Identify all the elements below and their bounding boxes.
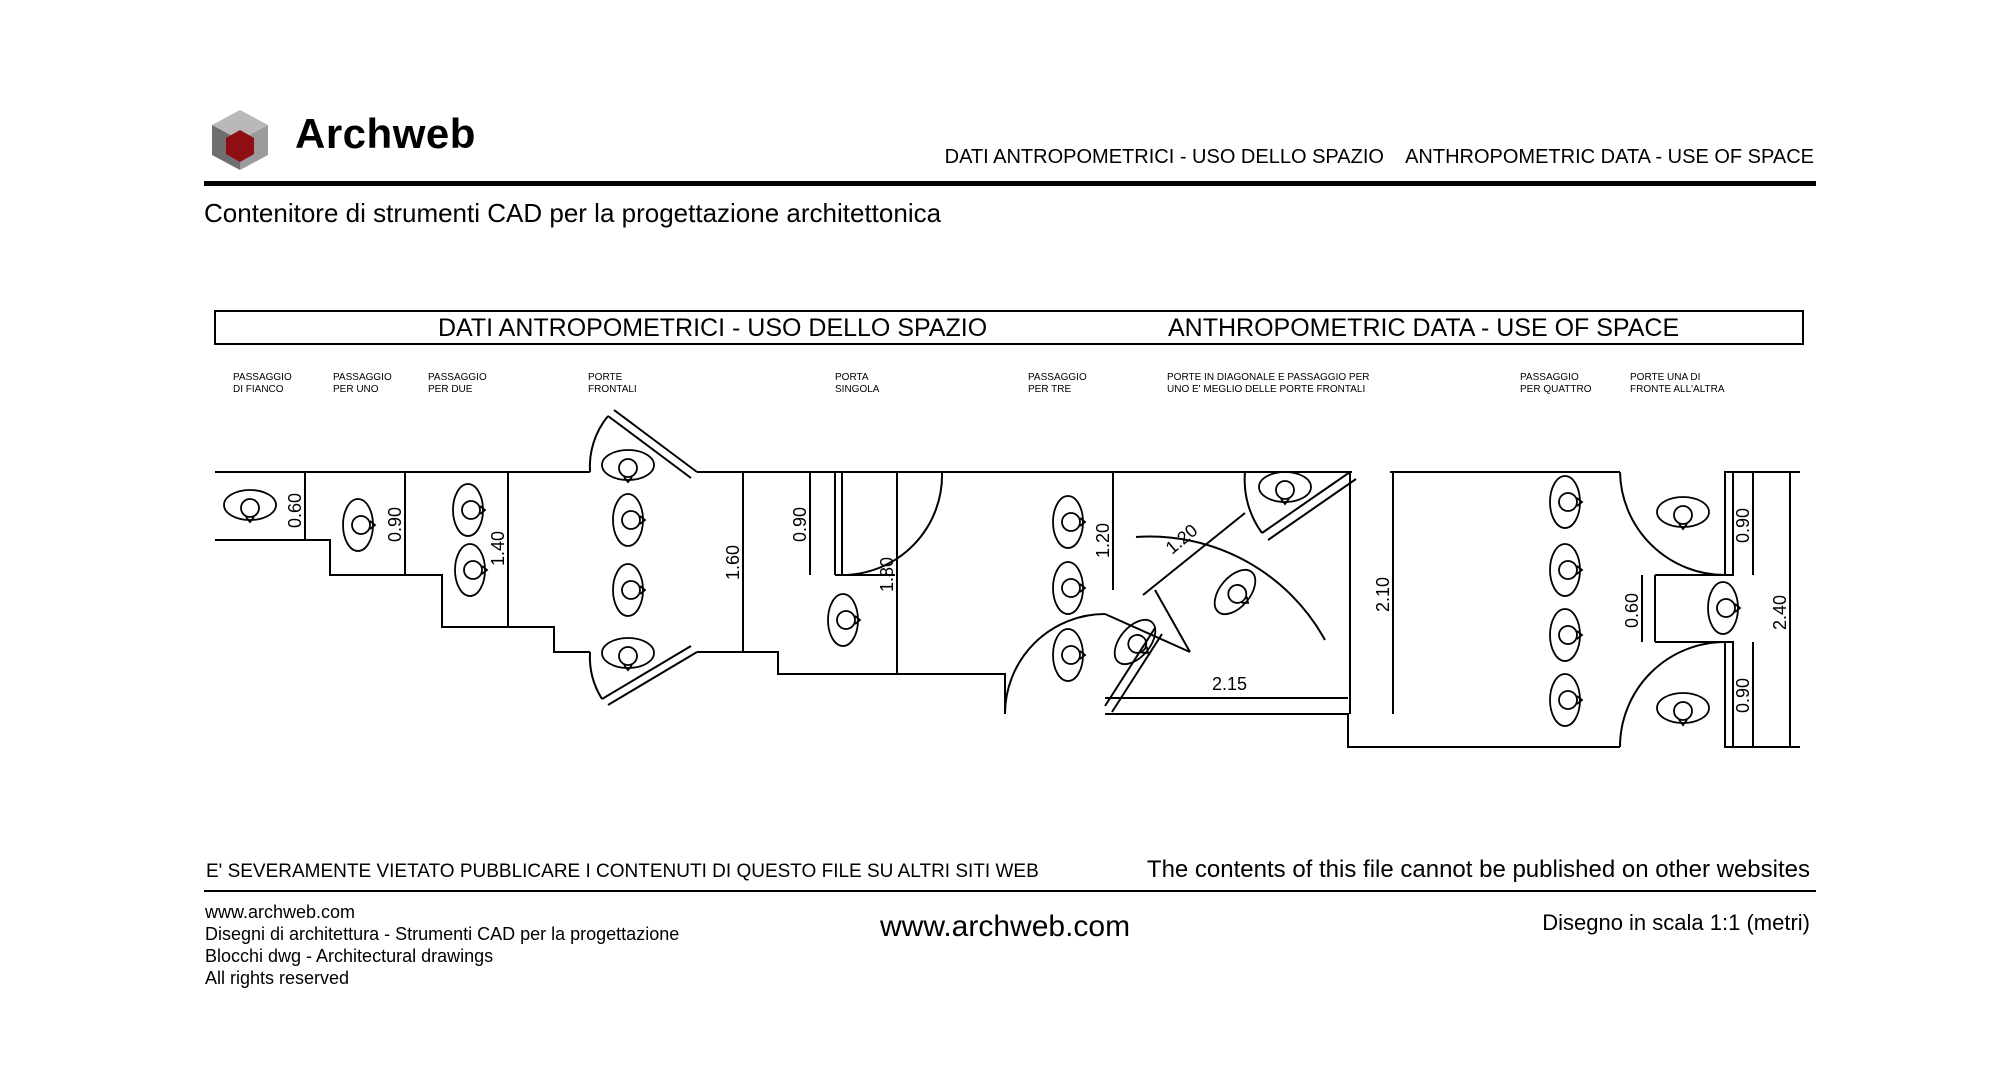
person-symbol: [1207, 562, 1265, 622]
label-single-door-1: PORTA: [835, 372, 869, 383]
footer-scale: Disegno in scala 1:1 (metri): [1542, 910, 1810, 935]
person-symbol: [1550, 544, 1582, 596]
label-front-doors-1: PORTE: [588, 372, 623, 383]
dim-diagonal-height: 2.10: [1373, 576, 1393, 612]
label-double-passage-1: PASSAGGIO: [428, 372, 487, 383]
facing-door-top-swing: [1620, 472, 1725, 575]
facing-wall-top: [1725, 472, 1733, 575]
footer-line-website[interactable]: www.archweb.com: [205, 902, 356, 922]
front-door-bottom-b: [602, 646, 691, 699]
footer-warning-en: The contents of this file cannot be published on other websites: [1146, 856, 1810, 883]
label-diagonal-doors-2: UNO E' MEGLIO DELLE PORTE FRONTALI: [1167, 384, 1366, 395]
diag-door-upper-b: [1268, 479, 1356, 540]
person-symbol: [828, 594, 860, 646]
person-symbol: [1053, 562, 1085, 614]
person-symbol: [1657, 693, 1709, 725]
diag-door-upper-swing: [1245, 472, 1262, 533]
label-single-passage-1: PASSAGGIO: [333, 372, 392, 383]
dim-diagonal-width: 2.15: [1212, 674, 1248, 694]
label-double-passage-2: PER DUE: [428, 384, 473, 395]
band-title-it: DATI ANTROPOMETRICI - USO DELLO SPAZIO: [438, 314, 988, 342]
section-labels: [233, 372, 1725, 395]
people-symbols: [224, 450, 1740, 726]
front-door-bottom-swing: [590, 652, 602, 699]
header-title: DATI ANTROPOMETRICI - USO DELLO SPAZIO ANTHROPOMETRIC DATA - USE OF SPACE: [944, 146, 1814, 168]
label-four-passage-1: PASSAGGIO: [1520, 372, 1579, 383]
label-diagonal-doors-1: PORTE IN DIAGONALE E PASSAGGIO PER: [1167, 372, 1370, 383]
front-door-top-b: [608, 416, 691, 478]
dim-diagonal-door: 1.20: [1161, 520, 1202, 559]
person-symbol: [1550, 674, 1582, 726]
wall-bottom-diag: [1105, 714, 1620, 747]
dim-single-passage: 0.90: [385, 506, 405, 542]
dim-front-doors: 1.60: [723, 544, 743, 580]
wall-bottom-steps: [215, 540, 590, 652]
dim-facing-total: 2.40: [1770, 594, 1790, 630]
label-single-passage-2: PER UNO: [333, 384, 379, 395]
front-door-top: [614, 410, 697, 472]
footer-warning-it: E' SEVERAMENTE VIETATO PUBBLICARE I CONTENUTI DI QUESTO FILE SU ALTRI SITI WEB: [206, 861, 1039, 882]
dim-side-passage: 0.60: [285, 492, 305, 528]
label-front-doors-2: FRONTALI: [588, 384, 637, 395]
person-symbol: [224, 490, 276, 522]
person-symbol: [1053, 496, 1085, 548]
footer-line-rights: All rights reserved: [205, 968, 350, 988]
person-symbol: [602, 450, 654, 482]
person-symbol: [1550, 609, 1582, 661]
person-symbol: [1550, 476, 1582, 528]
diag-door-lower-b: [1112, 634, 1162, 712]
front-door-top-swing: [590, 416, 608, 472]
footer-line-drawings: Disegni di architettura - Strumenti CAD per la progettazione: [205, 924, 680, 944]
label-side-passage-2: DI FIANCO: [233, 384, 284, 395]
dim-facing-bottom: 0.90: [1733, 677, 1753, 713]
dim-single-door-leaf: 0.90: [790, 506, 810, 542]
person-symbol: [1259, 472, 1311, 504]
person-symbol: [602, 638, 654, 670]
person-symbol: [613, 494, 645, 546]
person-symbol: [455, 544, 487, 596]
diag-partition: [1155, 590, 1190, 652]
person-symbol: [343, 499, 375, 551]
label-triple-passage-1: PASSAGGIO: [1028, 372, 1087, 383]
diag-door-upper: [1262, 472, 1350, 533]
label-four-passage-2: PER QUATTRO: [1520, 384, 1592, 395]
person-symbol: [1657, 497, 1709, 529]
footer-line-blocks: Blocchi dwg - Architectural drawings: [205, 946, 494, 966]
label-facing-doors-2: FRONTE ALL'ALTRA: [1630, 384, 1725, 395]
label-triple-passage-2: PER TRE: [1028, 384, 1072, 395]
person-symbol: [1053, 629, 1085, 681]
wall-bottom-mid: [697, 652, 1005, 714]
front-door-bottom: [608, 652, 697, 705]
triple-passage-door-swing: [1005, 614, 1105, 714]
person-symbol: [1708, 582, 1740, 634]
person-symbol: [613, 564, 645, 616]
label-single-door-2: SINGOLA: [835, 384, 880, 395]
brand-name: Archweb: [295, 110, 476, 157]
label-facing-doors-1: PORTE UNA DI: [1630, 372, 1701, 383]
footer-url-link[interactable]: www.archweb.com: [880, 910, 1131, 943]
person-symbol: [453, 484, 485, 536]
dim-single-door-corridor: 1.80: [877, 556, 897, 592]
footer-rule: [204, 890, 1816, 892]
dim-facing-middle: 0.60: [1622, 592, 1642, 628]
tagline: Contenitore di strumenti CAD per la progettazione architettonica: [204, 198, 942, 228]
dimension-labels: [285, 493, 1790, 713]
dim-facing-top: 0.90: [1733, 507, 1753, 543]
facing-wall-bottom: [1725, 642, 1733, 747]
label-side-passage-1: PASSAGGIO: [233, 372, 292, 383]
band-title-en: ANTHROPOMETRIC DATA - USE OF SPACE: [1168, 314, 1680, 342]
dim-double-passage: 1.40: [488, 530, 508, 566]
dim-triple-passage: 1.20: [1093, 522, 1113, 558]
